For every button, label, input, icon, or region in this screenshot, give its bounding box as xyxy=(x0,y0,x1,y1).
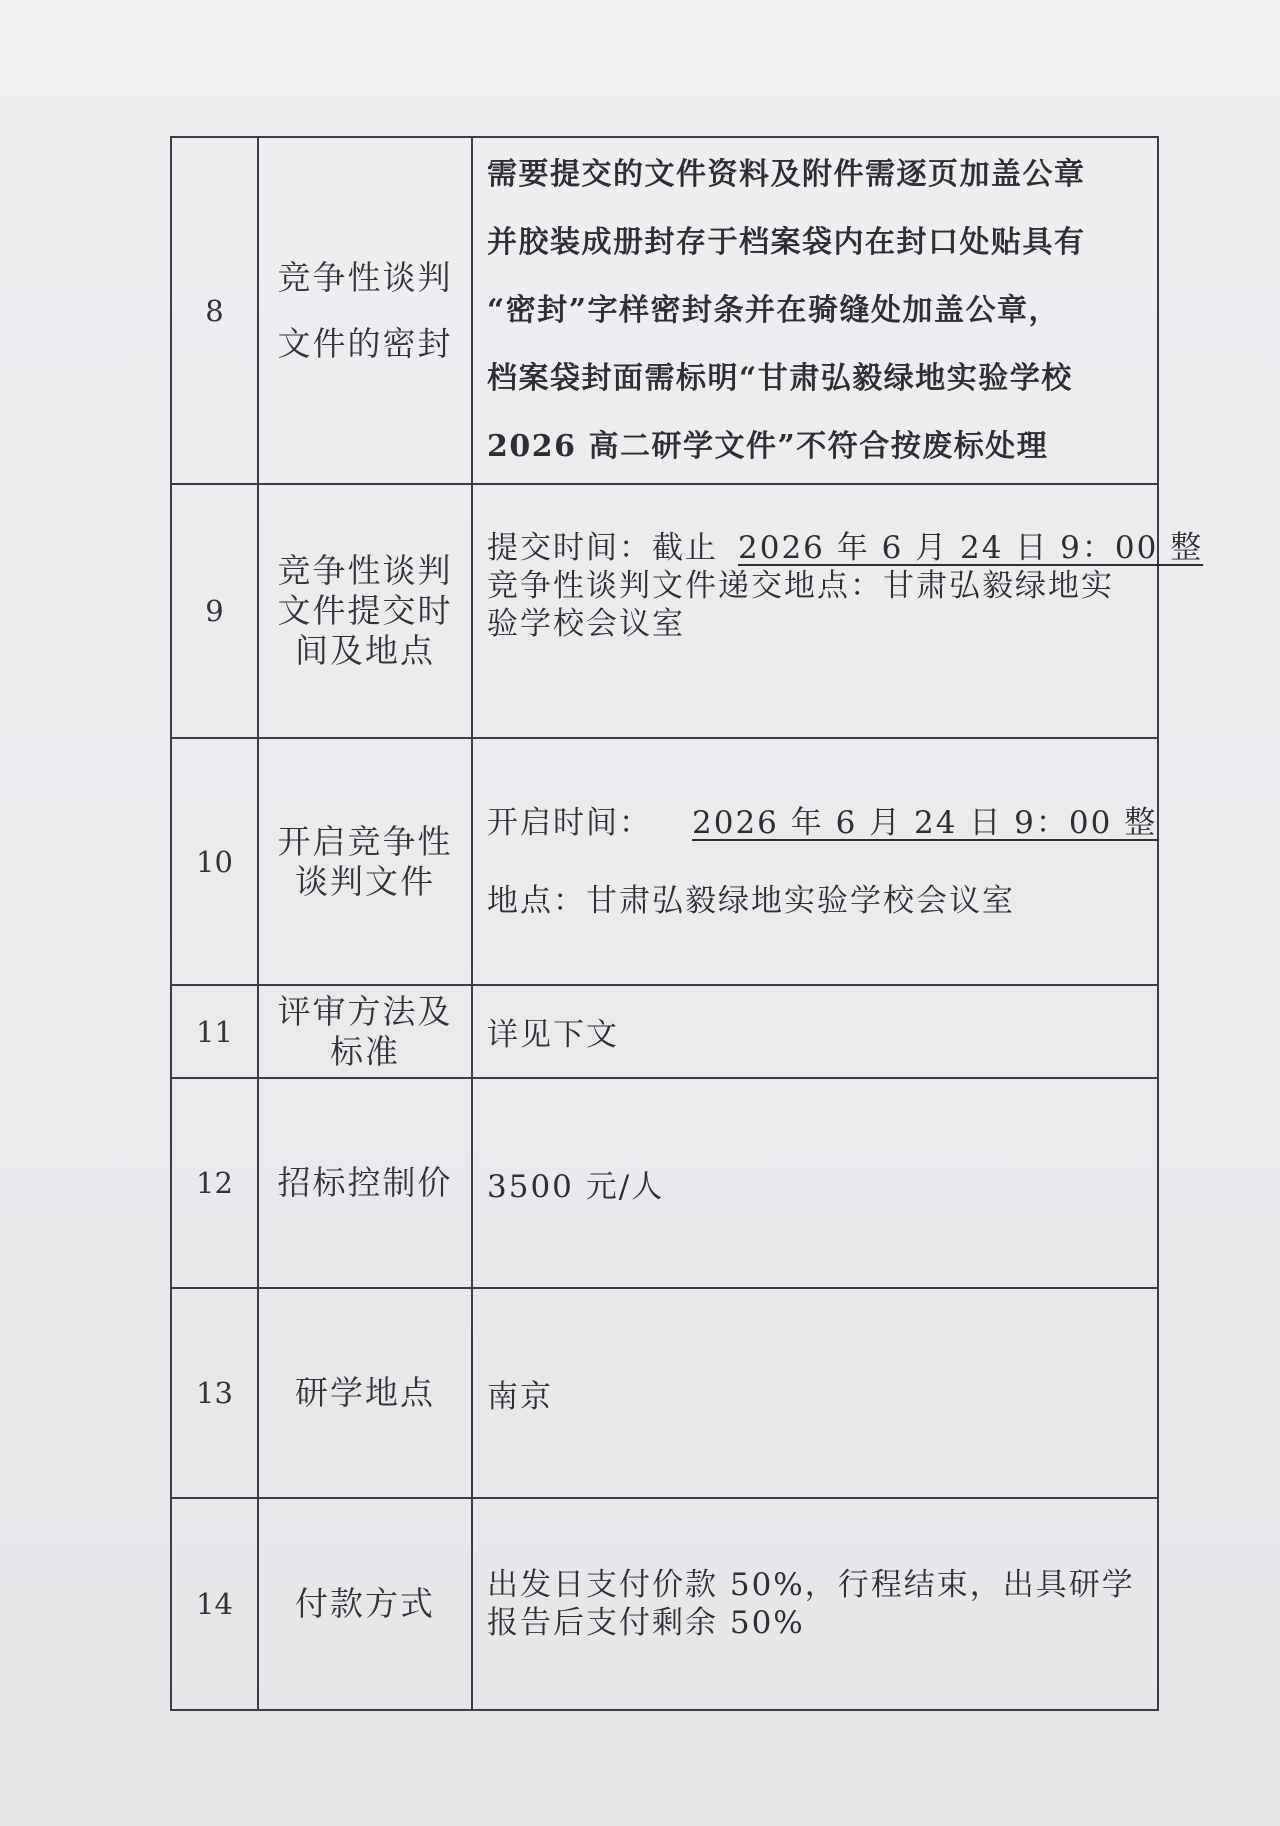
item-line: 谈判文件 xyxy=(295,861,435,901)
desc-line: “密封”字样密封条并在骑缝处加盖公章， xyxy=(487,292,1061,328)
item-line: 间及地点 xyxy=(295,631,435,670)
row-description: 3500 元/人 xyxy=(472,1078,1158,1288)
table-row xyxy=(171,738,1158,985)
item-line: 竞争性谈判 xyxy=(277,257,453,297)
table-row xyxy=(171,137,1158,484)
item-line: 标准 xyxy=(330,1031,400,1071)
desc-line: 需要提交的文件资料及附件需逐页加盖公章 xyxy=(487,156,1086,192)
desc-line: 验学校会议室 xyxy=(487,606,685,642)
desc-line: 并胶装成册封存于档案袋内在封口处贴具有 xyxy=(487,224,1086,260)
row-number: 11 xyxy=(171,985,258,1078)
desc-line: 档案袋封面需标明“甘肃弘毅绿地实验学校 xyxy=(487,360,1073,396)
desc-spacer xyxy=(487,643,1147,693)
item-line: 评审方法及 xyxy=(277,991,453,1031)
desc-line: 出发日支付价款 50%，行程结束，出具研学 xyxy=(487,1567,1135,1603)
desc-line: 地点：甘肃弘毅绿地实验学校会议室 xyxy=(487,882,1015,919)
row-number: 10 xyxy=(171,738,258,985)
desc-line xyxy=(487,784,1158,862)
row-item xyxy=(258,1078,472,1288)
row-item xyxy=(258,1288,472,1498)
table-row xyxy=(171,1288,1158,1498)
item-line: 文件提交时 xyxy=(277,591,453,630)
item-line: 开启竞争性 xyxy=(277,821,453,861)
item-line: 研学地点 xyxy=(295,1373,435,1412)
row-item xyxy=(258,985,472,1078)
row-item xyxy=(258,484,472,738)
row-description xyxy=(472,1498,1158,1710)
row-description xyxy=(472,738,1158,985)
row-item xyxy=(258,738,472,985)
row-number: 9 xyxy=(171,484,258,738)
open-time-text: 2026 年 6 月 24 日 9：00 整 xyxy=(692,804,1158,841)
row-item xyxy=(258,1498,472,1710)
table-row xyxy=(171,1078,1158,1288)
row-description xyxy=(472,484,1204,738)
row-description: 详见下文 xyxy=(472,985,1158,1078)
row-number: 8 xyxy=(171,137,258,484)
item-line: 付款方式 xyxy=(295,1584,435,1623)
open-time-value xyxy=(672,805,1197,841)
row-item xyxy=(258,137,472,484)
row-description xyxy=(472,137,1158,484)
table-row xyxy=(171,1498,1158,1710)
submit-time-text: 2026 年 6 月 24 日 9：00 整 xyxy=(738,530,1204,566)
row-description: 南京 xyxy=(472,1288,1158,1498)
row-number: 14 xyxy=(171,1498,258,1710)
item-line: 招标控制价 xyxy=(277,1163,453,1202)
submit-time-label: 提交时间：截止 xyxy=(487,530,718,566)
item-line: 文件的密封 xyxy=(277,323,453,363)
row-number: 13 xyxy=(171,1288,258,1498)
table-row xyxy=(171,484,1158,738)
item-line: 竞争性谈判 xyxy=(277,551,453,590)
requirements-table xyxy=(170,136,1204,1711)
desc-line: 报告后支付剩余 50% xyxy=(487,1605,805,1641)
row-number: 12 xyxy=(171,1078,258,1288)
desc-line xyxy=(487,529,1204,567)
desc-line: 竞争性谈判文件递交地点：甘肃弘毅绿地实 xyxy=(487,568,1114,604)
table-row xyxy=(171,985,1158,1078)
desc-line: 2026 高二研学文件”不符合按废标处理 xyxy=(487,428,1049,464)
submit-time-value xyxy=(718,530,1223,566)
open-time-label: 开启时间： xyxy=(487,804,652,841)
